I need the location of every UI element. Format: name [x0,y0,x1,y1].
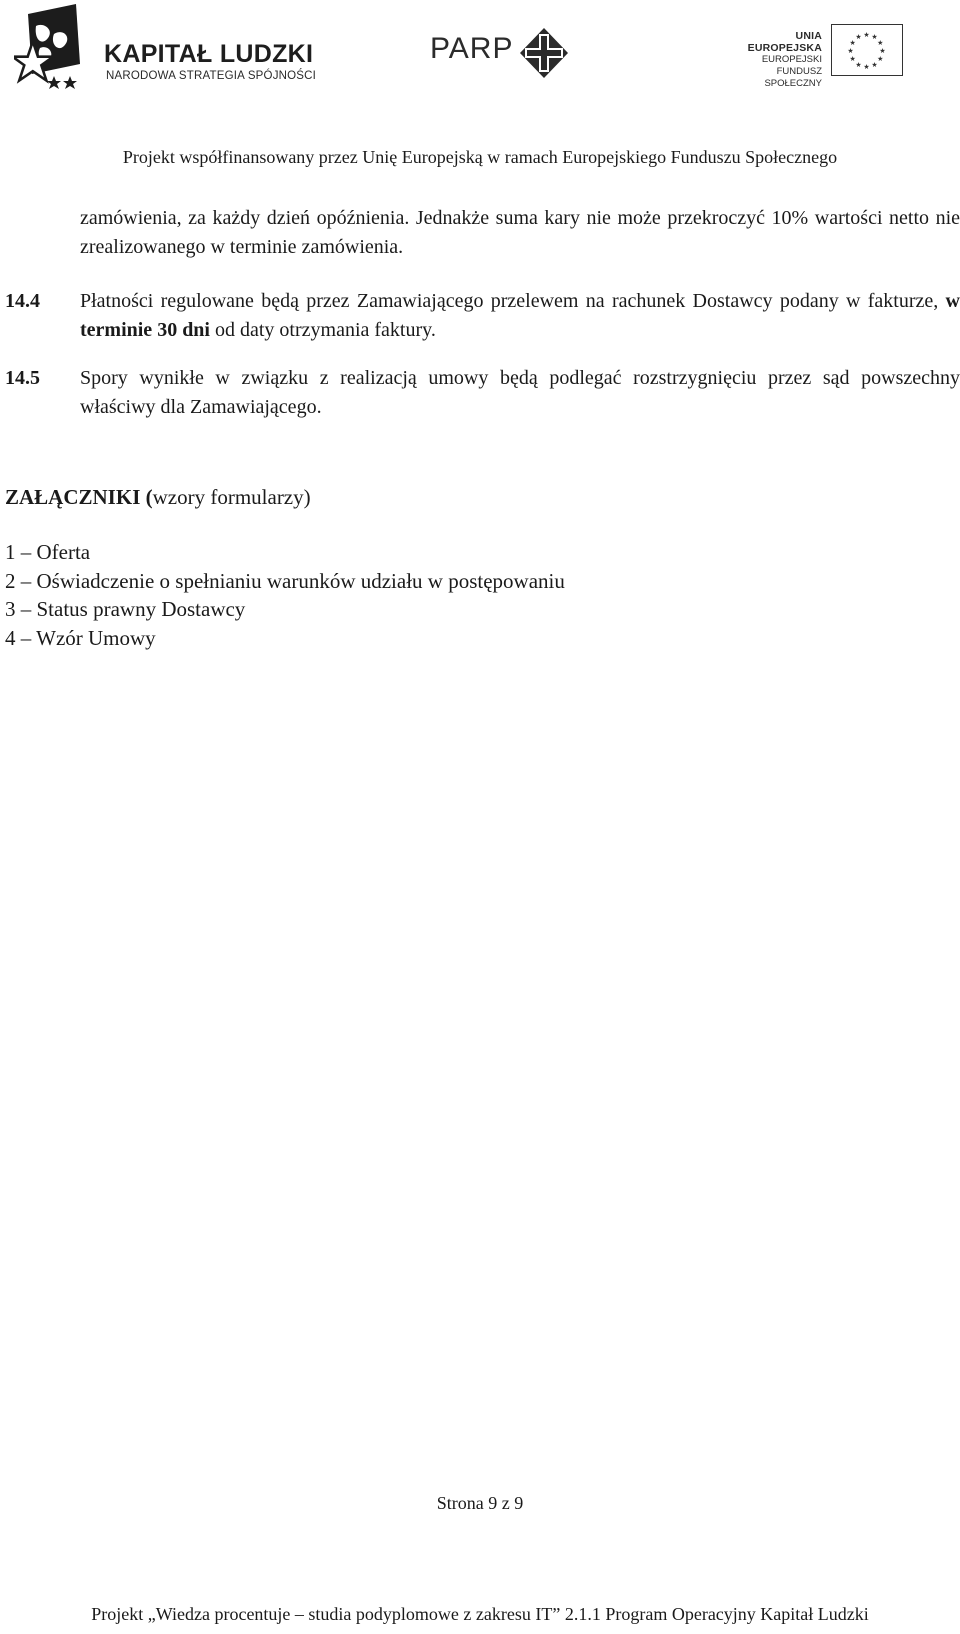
eu-logo-line-3: FUNDUSZ SPOŁECZNY [764,66,822,89]
attachments-list [5,538,565,652]
kapital-ludzki-logo [14,4,324,100]
kapital-ludzki-title: KAPITAŁ LUDZKI [104,40,314,68]
svg-text:★: ★ [879,47,886,55]
eu-logo-line-2: EUROPEJSKI [761,54,822,65]
list-item: 2 – Oświadczenie o spełnianiu warunków udziału w postępowaniu [5,568,565,593]
svg-text:★: ★ [863,63,870,71]
eu-flag-icon [831,24,903,76]
parp-diamond-icon [520,28,568,78]
eu-logo-line-1: UNIA EUROPEJSKA [747,30,822,54]
cofinance-banner: Projekt współfinansowany przez Unię Europejską w ramach Europejskiego Funduszu Społecznego [122,147,838,167]
footer-project-text: Projekt „Wiedza procentuje – studia podyplomowe z zakresu IT” 2.1.1 Program Operacyjny Kapitał Ludzki [91,1604,869,1624]
clause-text: Spory wynikłe w związku z realizacją umowy będą podlegać rozstrzygnięciu przez sąd powszechny właściwy dla Zamawiającego. [80,367,960,418]
payment-term: w terminie 30 dni [80,290,960,341]
svg-text:★: ★ [849,55,856,63]
clause-number: 14.4 [5,290,40,312]
svg-text:★: ★ [863,31,870,39]
svg-text:★: ★ [877,39,884,47]
clause-number: 14.5 [5,367,40,389]
page-number: Strona 9 z 9 [436,1493,524,1513]
svg-text:★: ★ [855,60,862,69]
attachments-heading: ZAŁĄCZNIKI (wzory formularzy) [5,485,311,509]
svg-text:★: ★ [847,47,854,55]
continuation-paragraph: zamówienia, za każdy dzień opóźnienia. Jednakże suma kary nie może przekroczyć 10% wartości netto nie zrealizowanego w terminie zamówienia. [80,207,960,258]
list-item: 4 – Wzór Umowy [5,625,156,650]
svg-text:★: ★ [855,33,862,42]
clause-text: Płatności regulowane będą przez Zamawiającego przelewem na rachunek Dostawcy podany w fakturze, w terminie 30 dni od daty otrzymania faktury. [80,290,960,341]
kapital-ludzki-emblem-icon [14,4,94,100]
list-item: 3 – Status prawny Dostawcy [5,597,246,621]
svg-text:★: ★ [871,60,878,69]
eu-logo [720,24,910,89]
svg-text:★: ★ [877,55,884,63]
svg-text:★: ★ [849,39,856,47]
parp-logo-text: PARP [430,32,514,65]
parp-logo [430,28,580,78]
svg-text:★: ★ [871,33,878,42]
list-item: 1 – Oferta [5,540,91,564]
kapital-ludzki-subtitle: NARODOWA STRATEGIA SPÓJNOŚCI [106,70,317,82]
